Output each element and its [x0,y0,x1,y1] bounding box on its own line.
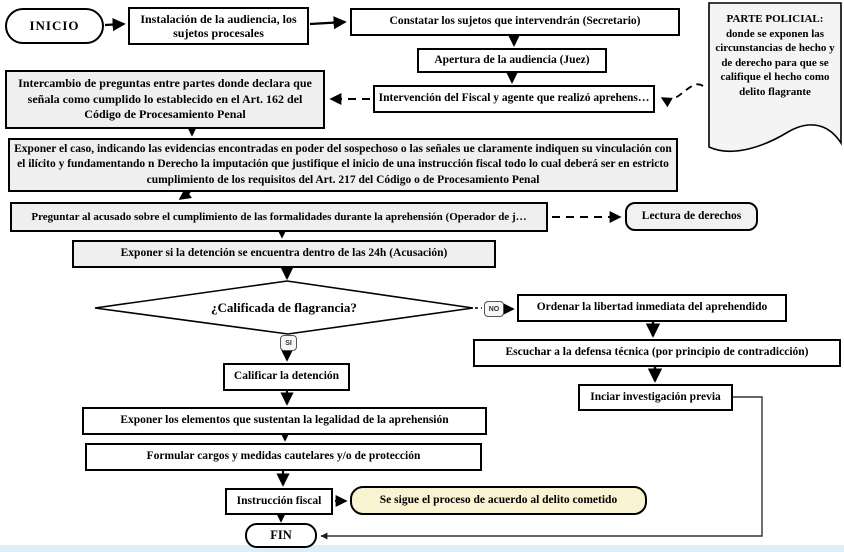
step-exponer-elementos [82,407,487,435]
step-apertura-label: Apertura de la audiencia (Juez) [434,53,590,66]
step-escuchar [473,339,841,367]
parte-policial-text [712,12,838,99]
end-label: FIN [270,528,292,543]
step-instalacion-label: Instalación de la audiencia, los sujetos procesales [140,11,297,40]
step-intercambio-label: Intercambio de preguntas entre partes donde declara que señala como cumplido lo establecido en el Art. 162 del Código de Procesamiento Penal [18,75,312,122]
step-intervencion-label: Intervención del Fiscal y agente que realizó aprehens… [378,92,650,105]
step-apertura [417,48,607,73]
branch-si-tag [280,335,297,351]
step-exponer-elementos-label: Exponer los elementos que sustentan la legalidad de la aprehensión [120,414,449,427]
branch-no-tag [484,301,504,317]
start-label: INICIO [29,18,80,34]
step-exponer-caso-label: Exponer el caso, indicando las evidencias encontradas en poder del sospechoso o las señales ue claramente indiquen su vinculación con el ilícito y fundamentando n Derecho la imputación que justifique el inicio de una instrucción fiscal todo lo cual deberá ser en estricto cumplimiento de los requisitos del Art. 217 del Código o de Procesamiento Penal [14,143,672,186]
step-calificar-label: Calificar la detención [233,370,340,383]
step-lectura-derechos [625,202,758,231]
note-se-sigue [350,486,647,515]
bottom-stripe [0,545,844,552]
step-instruccion-fiscal [225,488,333,515]
branch-si-label: SI [285,339,292,347]
step-lectura-derechos-label: Lectura de derechos [641,209,742,222]
start-terminator [5,8,104,44]
step-exponer-detencion-label: Exponer si la detención se encuentra dentro de las 24h (Acusación) [120,247,448,260]
dashed-arrow-parte-intervencion [662,84,703,99]
step-exponer-detencion [72,240,496,268]
parte-policial-label: PARTE POLICIAL: donde se exponen las circunstancias de hecho y de derecho para que se califique el hecho como delito flagrante [715,13,835,98]
step-escuchar-label: Escuchar a la defensa técnica (por principio de contradicción) [505,346,809,359]
arrow-inicio-instalacion [105,24,124,25]
step-exponer-caso [8,138,678,192]
step-intervencion [373,85,655,113]
end-terminator [245,523,317,548]
step-intercambio [5,70,325,129]
step-inciar-investigacion-label: Inciar investigación previa [590,390,721,403]
step-formular-cargos [85,443,482,471]
step-instalacion [128,7,309,45]
step-calificar [223,363,350,391]
step-constatar-label: Constatar los sujetos que intervendrán (Secretario) [389,15,641,28]
step-ordenar-label: Ordenar la libertad inmediata del aprehendido [536,301,768,314]
step-constatar [350,8,680,36]
branch-no-label: NO [488,305,500,313]
decision-flagrancia-text: ¿Calificada de flagrancia? [211,300,357,315]
step-formular-cargos-label: Formular cargos y medidas cautelares y/o de protección [146,450,421,463]
step-instruccion-fiscal-label: Instrucción fiscal [236,494,322,507]
note-se-sigue-label: Se sigue el proceso de acuerdo al delito cometido [379,493,618,506]
decision-flagrancia-label [134,300,434,316]
arrow-instalacion-constatar [310,22,345,24]
step-preguntar [10,202,548,232]
step-inciar-investigacion [578,384,733,411]
step-preguntar-label: Preguntar al acusado sobre el cumplimiento de las formalidades durante la aprehensión (Operador de j… [31,210,527,223]
arrow-exponercaso-preguntar [180,192,190,199]
step-ordenar [517,294,787,322]
